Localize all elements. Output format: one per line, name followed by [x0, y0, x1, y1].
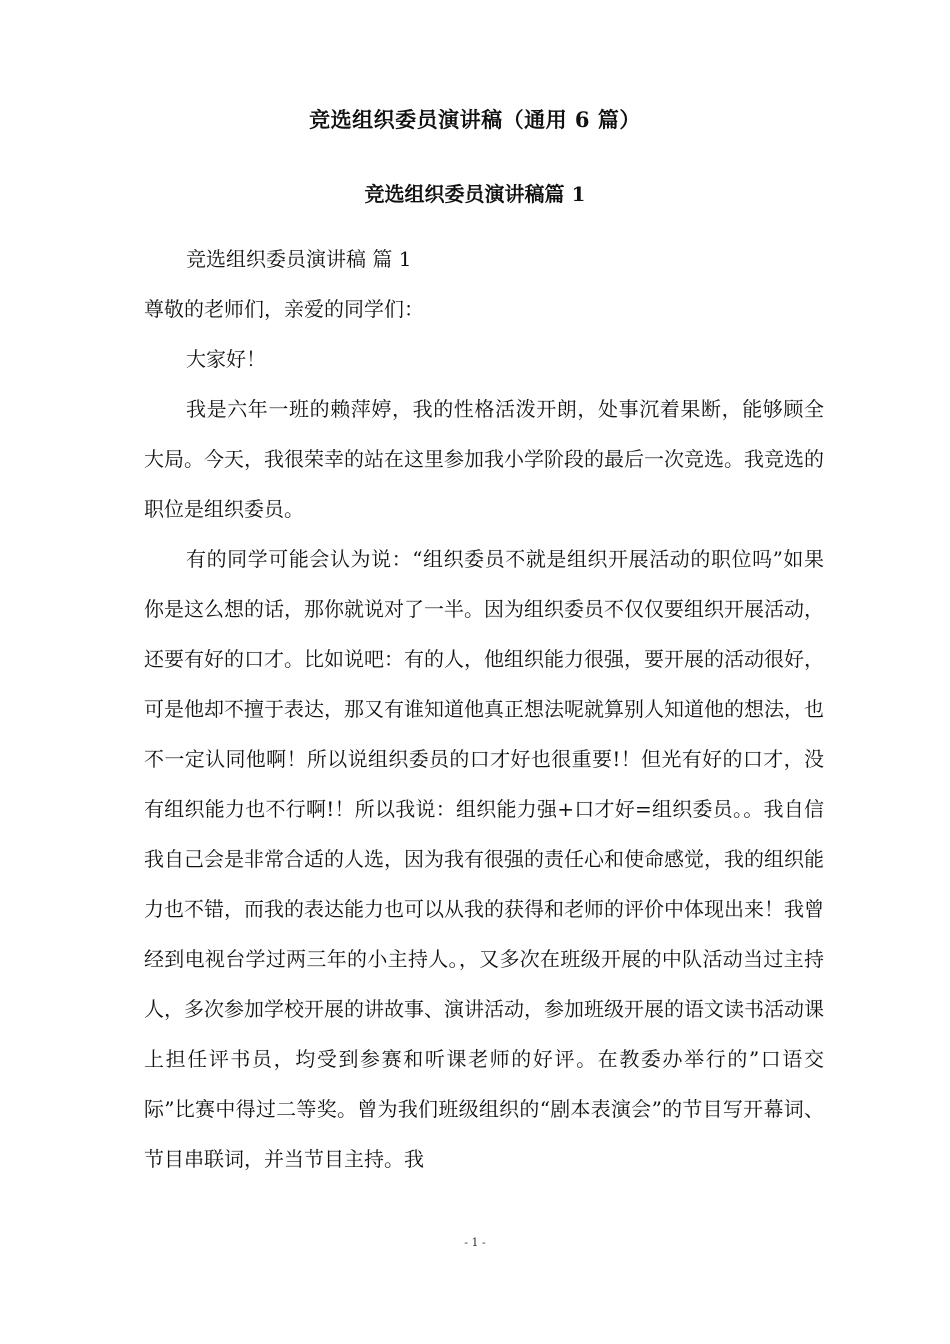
section-title: 竞选组织委员演讲稿篇 1: [364, 182, 586, 206]
page-number: - 1 -: [464, 1236, 486, 1249]
paragraph-salutation: 尊敬的老师们，亲爱的同学们：: [144, 297, 424, 321]
document-body: [144, 234, 824, 1184]
paragraph-body: 有的同学可能会认为说：“组织委员不就是组织开展活动的职位吗”如果你是这么想的话，那你就说对了一半。因为组织委员不仅仅要组织开展活动，还要有好的口才。比如说吧：有的人，他组织能力很强，要开展的活动很好，可是他却不擅于表达，那又有谁知道他真正想法呢就算别人知道他的想法，也不一定认同他啊！所以说组织委员的口才好也很重要!！但光有好的口才，没有组织能力也不行啊!！所以我说：组织能力强+口才好=组织委员。。我自信我自己会是非常合适的人选，因为我有很强的责任心和使命感觉，我的组织能力也不错，而我的表达能力也可以从我的获得和老师的评价中体现出来！我曾经到电视台学过两三年的小主持人。，又多次在班级开展的中队活动当过主持人，多次参加学校开展的讲故事、演讲活动，参加班级开展的语文读书活动课上担任评书员，均受到参赛和听课老师的好评。在教委办举行的”口语交际”比赛中得过二等奖。曾为我们班级组织的“剧本表演会”的节目写开幕词、节目串联词，并当节目主持。我: [144, 547, 824, 1171]
document-title: 竞选组织委员演讲稿（通用 6 篇）: [309, 107, 641, 132]
paragraph-introduction: 我是六年一班的赖萍婷，我的性格活泼开朗，处事沉着果断，能够顾全大局。今天，我很荣幸的站在这里参加我小学阶段的最后一次竞选。我竞选的职位是组织委员。: [144, 397, 824, 521]
paragraph-heading: 竞选组织委员演讲稿 篇 1: [186, 247, 412, 271]
paragraph-greeting: 大家好！: [186, 347, 266, 371]
